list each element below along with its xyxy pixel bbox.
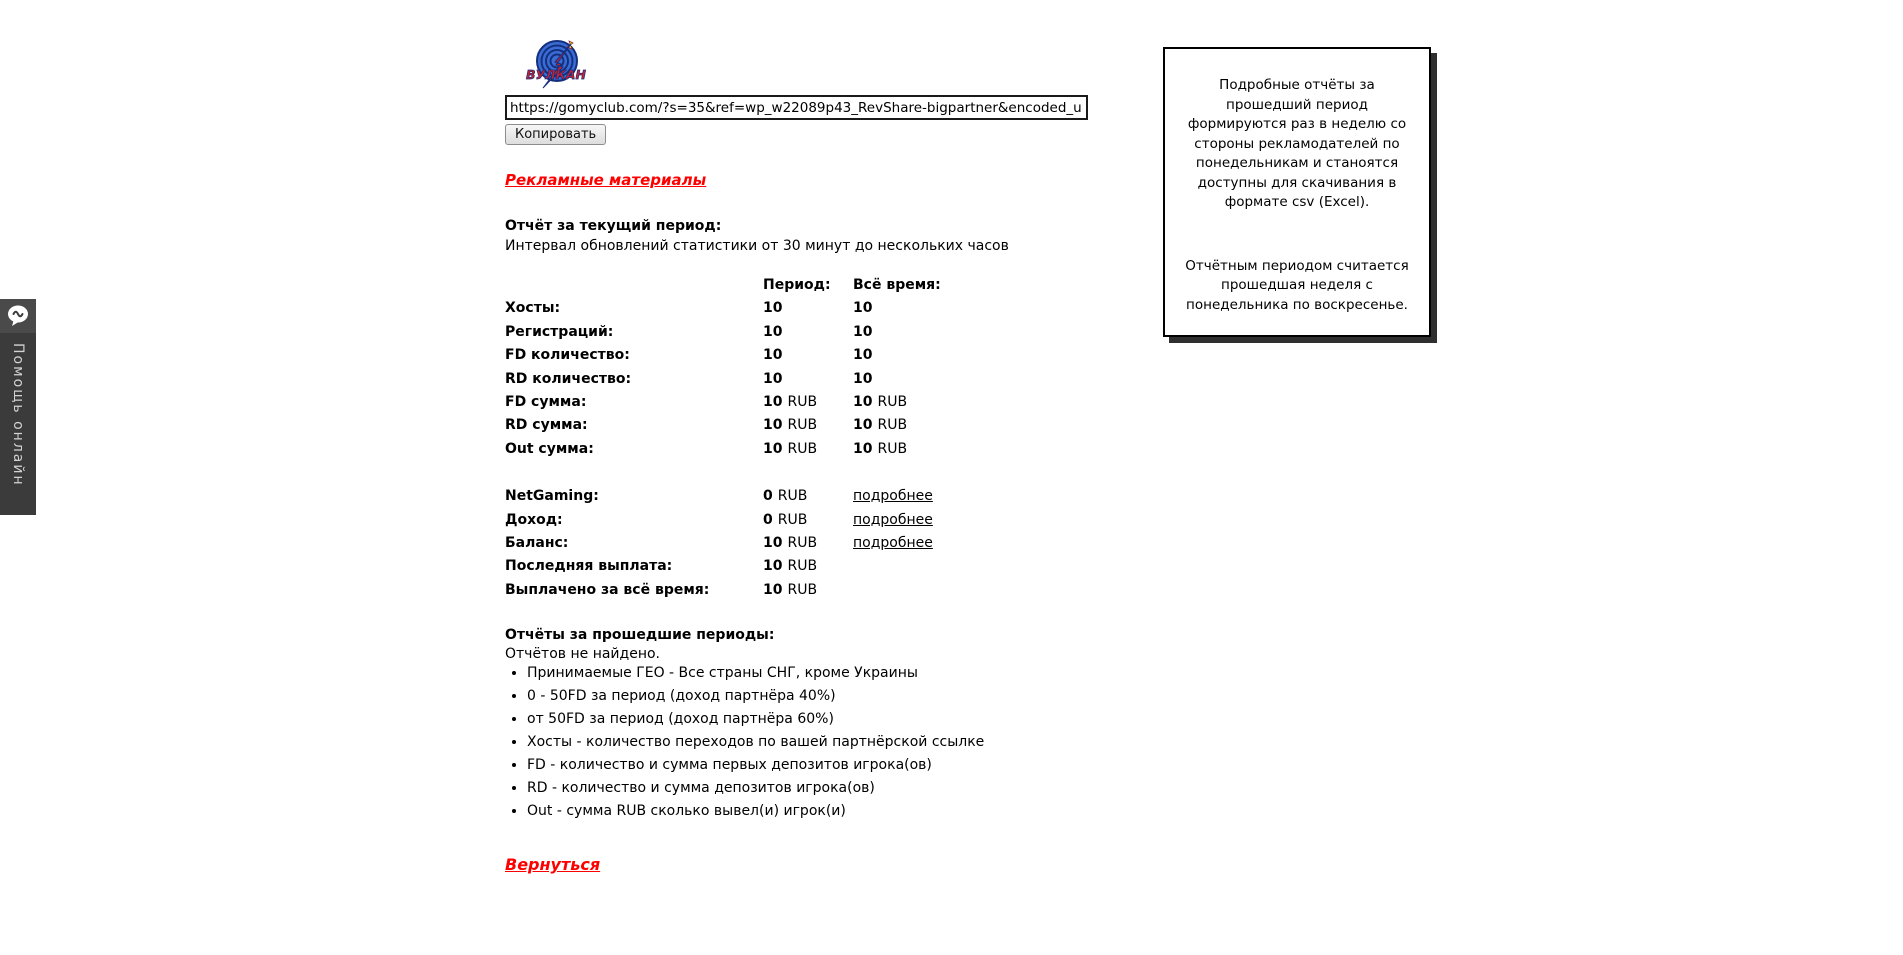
balance-row-label: Последняя выплата: xyxy=(505,558,673,575)
stats-row-label: Хосты: xyxy=(505,300,561,317)
balance-link-cell xyxy=(853,509,1105,532)
main-content xyxy=(505,38,1105,874)
glossary-list xyxy=(505,731,1105,823)
balance-number: 10 xyxy=(763,558,783,575)
stats-alltime-unit: RUB xyxy=(877,394,908,411)
stats-period-unit: RUB xyxy=(787,440,818,457)
stats-period-number: 10 xyxy=(763,440,783,457)
balance-value xyxy=(763,509,853,532)
stats-period-value xyxy=(763,368,853,391)
update-interval-note: Интервал обновлений статистики от 30 минут до нескольких часов xyxy=(505,238,1009,254)
online-help-tab[interactable] xyxy=(0,299,36,515)
stats-row-label: RD количество: xyxy=(505,370,632,387)
stats-alltime-unit: RUB xyxy=(877,440,908,457)
balance-table xyxy=(505,485,1105,602)
balance-unit: RUB xyxy=(787,558,818,575)
balance-number: 10 xyxy=(763,535,783,552)
terms-list-item: • от 50FD за период (доход партнёра 60%) xyxy=(527,708,1105,731)
online-help-label-box[interactable] xyxy=(0,333,36,515)
promo-materials-link[interactable]: Рекламные материалы xyxy=(505,171,707,189)
stats-period-number: 10 xyxy=(763,394,783,411)
stats-period-value xyxy=(763,414,853,437)
terms-list-item: • Принимаемые ГЕО - Все страны СНГ, кроме Украины xyxy=(527,662,1105,685)
vulkan-logo-text: ВУЛКАН xyxy=(526,67,586,82)
balance-number: 10 xyxy=(763,581,783,598)
past-reports-empty: Отчётов не найдено. xyxy=(505,646,660,663)
stats-row-label: Out сумма: xyxy=(505,440,594,457)
balance-number: 0 xyxy=(763,511,773,528)
balance-link-cell xyxy=(853,532,1105,555)
info-paragraph-2: Отчётным периодом считается прошедшая неделя с понедельника по воскресенье. xyxy=(1185,257,1409,313)
stats-alltime-number: 10 xyxy=(853,370,873,387)
stats-period-unit: RUB xyxy=(787,394,818,411)
stats-period-unit: RUB xyxy=(787,417,818,434)
stats-col-spacer xyxy=(505,274,763,297)
balance-row-label: Выплачено за всё время: xyxy=(505,581,710,598)
chat-bubble-icon[interactable] xyxy=(0,299,36,333)
stats-period-number: 10 xyxy=(763,417,783,434)
back-link[interactable]: Вернуться xyxy=(505,855,601,875)
stats-period-number: 10 xyxy=(763,347,783,364)
glossary-list-item: • FD - количество и сумма первых депозитов игрока(ов) xyxy=(527,754,1105,777)
details-link[interactable]: подробнее xyxy=(853,535,933,552)
stats-alltime-number: 10 xyxy=(853,394,873,411)
stats-row-label: RD сумма: xyxy=(505,417,588,434)
stats-period-value xyxy=(763,344,853,367)
details-link[interactable]: подробнее xyxy=(853,511,933,528)
balance-link-cell xyxy=(853,485,1105,508)
stats-alltime-number: 10 xyxy=(853,300,873,317)
stats-alltime-value xyxy=(853,297,1105,320)
glossary-list-item: • RD - количество и сумма депозитов игрока(ов) xyxy=(527,777,1105,800)
terms-list-item: • 0 - 50FD за период (доход партнёра 40%) xyxy=(527,685,1105,708)
stats-row-label: Регистраций: xyxy=(505,323,614,340)
info-paragraph-1: Подробные отчёты за прошедший период формируются раз в неделю со стороны рекламодателей по понедельникам и станоятся доступны для скачивания в формате csv (Excel). xyxy=(1187,77,1407,210)
stats-alltime-value xyxy=(853,391,1105,414)
stats-period-value xyxy=(763,297,853,320)
details-link[interactable]: подробнее xyxy=(853,488,933,505)
stats-table xyxy=(505,274,1105,461)
stats-period-value xyxy=(763,391,853,414)
stats-period-value xyxy=(763,321,853,344)
stats-row-label: FD сумма: xyxy=(505,394,587,411)
balance-row-label: Баланс: xyxy=(505,535,569,552)
stats-alltime-value xyxy=(853,414,1105,437)
balance-row-label: Доход: xyxy=(505,511,563,528)
balance-unit: RUB xyxy=(777,488,808,505)
stats-alltime-number: 10 xyxy=(853,347,873,364)
stats-alltime-value xyxy=(853,321,1105,344)
stats-col-period: Период: xyxy=(763,277,831,293)
stats-period-number: 10 xyxy=(763,300,783,317)
glossary-list-item: • Хосты - количество переходов по вашей партнёрской ссылке xyxy=(527,731,1105,754)
stats-alltime-number: 10 xyxy=(853,440,873,457)
balance-value xyxy=(763,532,853,555)
balance-number: 0 xyxy=(763,488,773,505)
reports-info-box xyxy=(1163,47,1431,337)
stats-alltime-number: 10 xyxy=(853,323,873,340)
stats-alltime-unit: RUB xyxy=(877,417,908,434)
stats-alltime-value xyxy=(853,368,1105,391)
balance-unit: RUB xyxy=(787,581,818,598)
balance-unit: RUB xyxy=(787,535,818,552)
referral-url-input[interactable] xyxy=(505,95,1088,120)
online-help-label: Помощь онлайн xyxy=(10,343,26,487)
balance-value xyxy=(763,485,853,508)
stats-alltime-value xyxy=(853,344,1105,367)
glossary-list-item: • Out - сумма RUB сколько вывел(и) игрок(и) xyxy=(527,800,1105,823)
balance-link-cell xyxy=(853,555,1105,578)
balance-unit: RUB xyxy=(777,511,808,528)
stats-alltime-value xyxy=(853,438,1105,461)
stats-period-number: 10 xyxy=(763,370,783,387)
balance-value xyxy=(763,579,853,602)
stats-period-value xyxy=(763,438,853,461)
copy-button[interactable]: Копировать xyxy=(505,124,606,145)
stats-row-label: FD количество: xyxy=(505,347,630,364)
chat-bubble-icon-svg xyxy=(5,303,31,329)
past-reports-title: Отчёты за прошедшие периоды: xyxy=(505,627,775,644)
terms-list xyxy=(505,662,1105,731)
stats-col-alltime: Всё время: xyxy=(853,277,941,293)
balance-link-cell xyxy=(853,579,1105,602)
stats-period-number: 10 xyxy=(763,323,783,340)
balance-value xyxy=(763,555,853,578)
balance-row-label: NetGaming: xyxy=(505,488,599,505)
vulkan-logo xyxy=(523,38,589,92)
current-period-title: Отчёт за текущий период: xyxy=(505,218,722,234)
stats-alltime-number: 10 xyxy=(853,417,873,434)
